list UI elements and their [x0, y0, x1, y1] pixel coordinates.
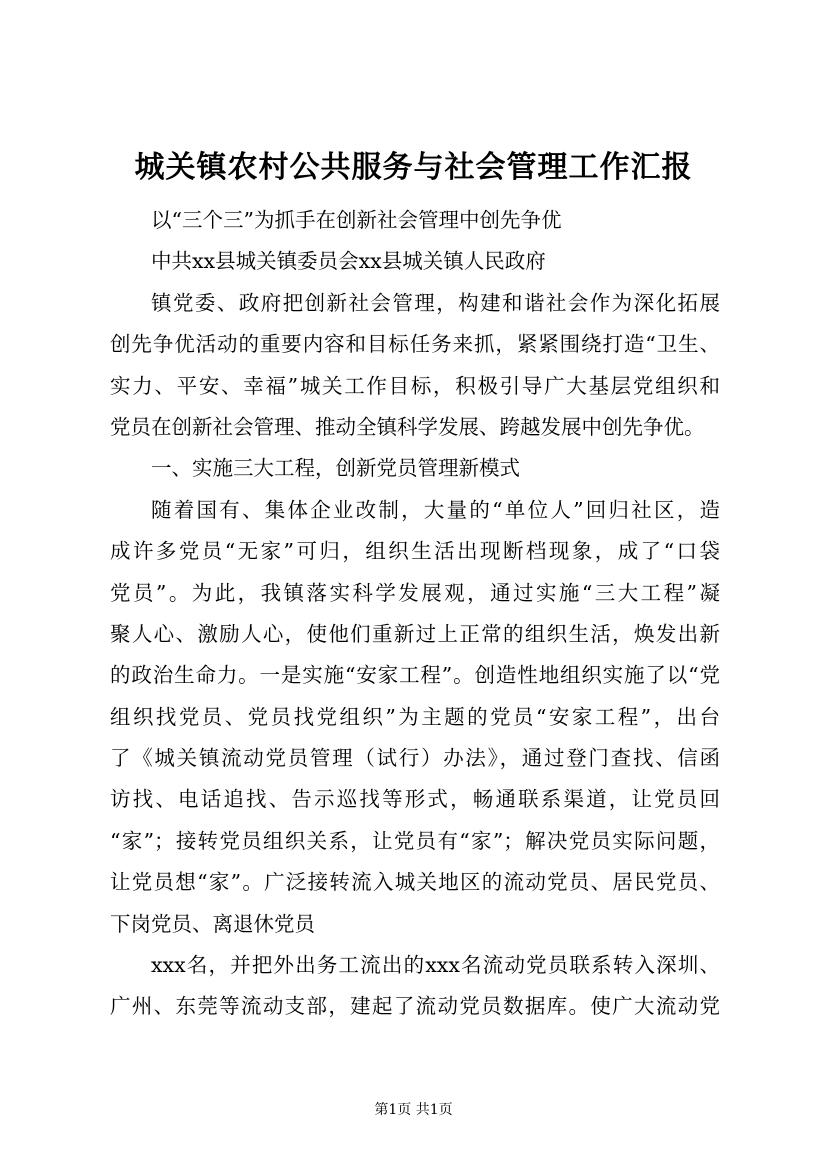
paragraph-line: 下岗党员、离退休党员 — [110, 911, 315, 936]
paragraph-line: 聚人心、激励人心，使他们重新过上正常的组织生活，焕发出新 — [110, 621, 720, 646]
paragraph-line: 随着国有、集体企业改制，大量的“单位人”回归社区，造 — [151, 497, 720, 522]
author-line: 中共xx县城关镇委员会xx县城关镇人民政府 — [151, 249, 546, 274]
paragraph-line: “家”；接转党员组织关系，让党员有“家”；解决党员实际问题， — [110, 828, 720, 853]
paragraph-line: xxx名，并把外出务工流出的xxx名流动党员联系转入深圳、 — [151, 953, 720, 978]
paragraph-line: 党员”。为此，我镇落实科学发展观，通过实施“三大工程”凝 — [110, 580, 720, 605]
paragraph-line: 了《城关镇流动党员管理（试行）办法》，通过登门查找、信函 — [110, 746, 720, 771]
paragraph-line: 访找、电话追找、告示巡找等形式，畅通联系渠道，让党员回 — [110, 787, 720, 812]
document-title: 城关镇农村公共服务与社会管理工作汇报 — [134, 150, 693, 185]
paragraph-line: 创先争优活动的重要内容和目标任务来抓，紧紧围绕打造“卫生、 — [110, 332, 720, 357]
paragraph-line: 成许多党员“无家”可归，组织生活出现断档现象，成了“口袋 — [110, 539, 720, 564]
paragraph-line: 组织找党员、党员找党组织”为主题的党员“安家工程”，出台 — [110, 704, 720, 729]
page-footer: 第1页 共1页 — [374, 1102, 453, 1118]
paragraph-line: 广州、东莞等流动支部，建起了流动党员数据库。使广大流动党 — [110, 994, 720, 1019]
subtitle-line: 以“三个三”为抓手在创新社会管理中创先争优 — [151, 208, 562, 232]
section-heading: 一、实施三大工程，创新党员管理新模式 — [151, 456, 520, 481]
paragraph-line: 镇党委、政府把创新社会管理，构建和谐社会作为深化拓展 — [151, 290, 720, 315]
document-body — [110, 200, 720, 1028]
paragraph-line: 让党员想“家”。广泛接转流入城关地区的流动党员、居民党员、 — [110, 870, 720, 895]
paragraph-line: 实力、平安、幸福”城关工作目标，积极引导广大基层党组织和 — [110, 373, 720, 398]
paragraph-line: 的政治生命力。一是实施“安家工程”。创造性地组织实施了以“党 — [110, 663, 720, 688]
paragraph-line: 党员在创新社会管理、推动全镇科学发展、跨越发展中创先争优。 — [110, 414, 705, 439]
